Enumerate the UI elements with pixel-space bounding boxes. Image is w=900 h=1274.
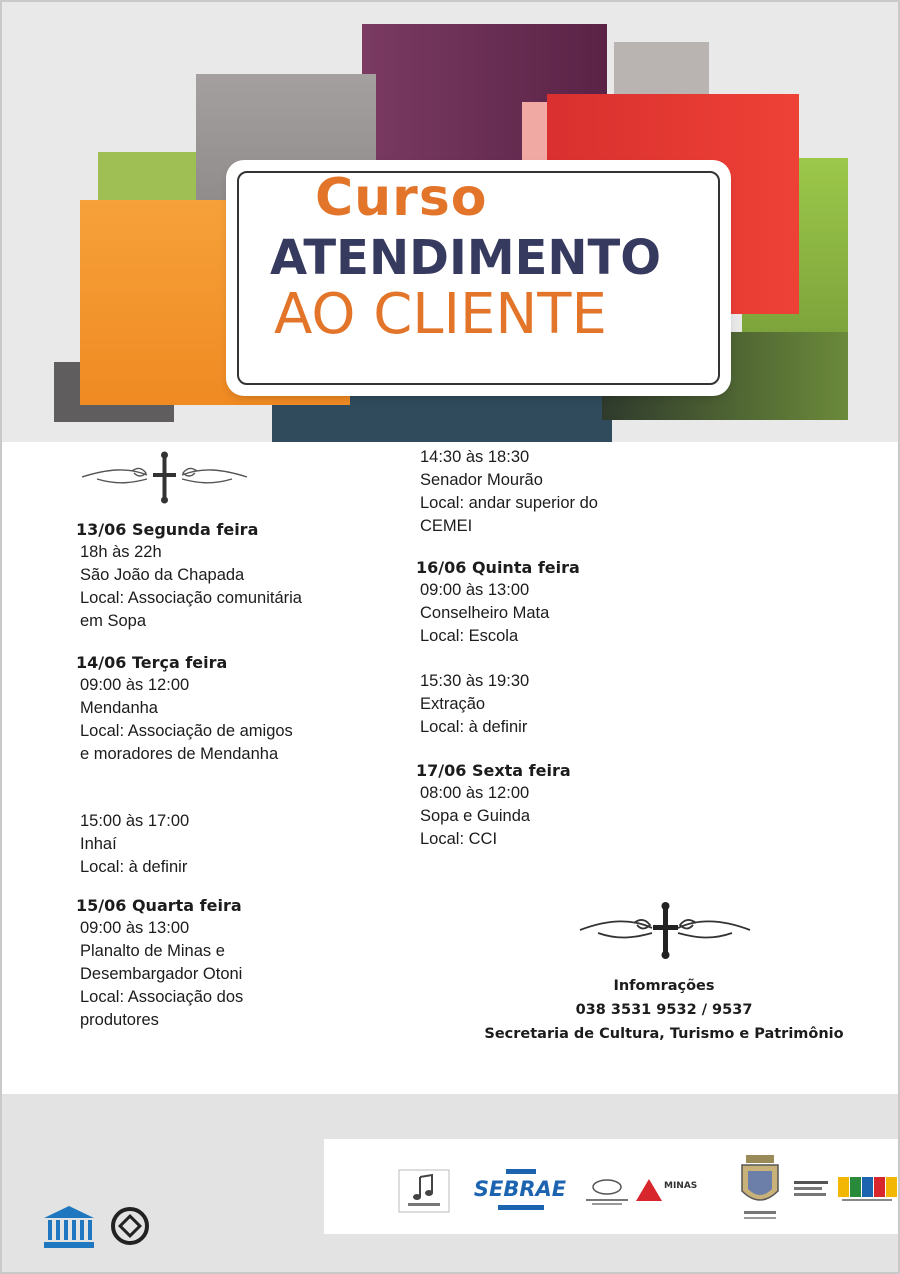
entry-line: CEMEI xyxy=(420,517,473,535)
entry-line: 09:00 às 13:00 xyxy=(420,581,530,599)
footer xyxy=(2,1094,898,1272)
ornament-divider-left xyxy=(77,449,252,505)
entry-line: Local: Associação de amigos xyxy=(80,722,293,740)
institute-logo xyxy=(582,1173,632,1209)
entry-line: 14:30 às 18:30 xyxy=(420,448,530,466)
entry-line: Extração xyxy=(420,695,486,713)
entry-line: Local: Associação comunitária xyxy=(80,589,302,607)
brasil-logo xyxy=(836,1171,898,1207)
entry-date: 13/06 Segunda feira xyxy=(76,520,259,539)
entry-line: Desembargador Otoni xyxy=(80,965,243,983)
entry-date: 16/06 Quinta feira xyxy=(416,558,580,577)
entry-line: em Sopa xyxy=(80,612,147,630)
entry-line: Mendanha xyxy=(80,699,158,717)
entry-line: 18h às 22h xyxy=(80,543,162,561)
schedule-entry xyxy=(416,446,598,538)
title-card xyxy=(230,164,727,392)
schedule-entry xyxy=(416,670,598,739)
sebrae-logo xyxy=(470,1165,570,1215)
schedule-entry xyxy=(416,556,598,648)
entry-date: 15/06 Quarta feira xyxy=(76,896,242,915)
entry-line: Planalto de Minas e xyxy=(80,942,225,960)
entry-date: 14/06 Terça feira xyxy=(76,653,228,672)
contact-info xyxy=(442,974,886,1046)
entry-line: Local: CCI xyxy=(420,830,498,848)
coat-of-arms-logo xyxy=(736,1153,784,1223)
entry-line: 09:00 às 12:00 xyxy=(80,676,190,694)
info-label: Infomrações xyxy=(613,978,715,994)
entry-line: Inhaí xyxy=(80,835,117,853)
schedule-entry xyxy=(76,518,302,633)
ministry-logo xyxy=(792,1177,830,1201)
entry-line: e moradores de Mendanha xyxy=(80,745,279,763)
music-note-logo xyxy=(398,1169,450,1213)
entry-line: 15:00 às 17:00 xyxy=(80,812,190,830)
entry-line: produtores xyxy=(80,1011,159,1029)
entry-line: Sopa e Guinda xyxy=(420,807,531,825)
title-ao-cliente: AO CLIENTE xyxy=(274,282,607,347)
schedule-entry xyxy=(76,810,302,879)
entry-line: Conselheiro Mata xyxy=(420,604,550,622)
header-banner xyxy=(2,2,898,442)
world-heritage-logo xyxy=(110,1206,150,1246)
minas-label: MINAS xyxy=(664,1181,698,1191)
entry-date: 17/06 Sexta feira xyxy=(416,761,571,780)
entry-line: Local: Associação dos xyxy=(80,988,244,1006)
minas-gerais-logo xyxy=(634,1173,700,1207)
block-green-left xyxy=(98,152,208,207)
entry-line: Local: andar superior do xyxy=(420,494,598,512)
entry-line: 09:00 às 13:00 xyxy=(80,919,190,937)
info-phone: 038 3531 9532 / 9537 xyxy=(575,1002,753,1018)
schedule-entry xyxy=(76,651,302,766)
schedule-left-column xyxy=(76,518,302,1032)
entry-line: Local: Escola xyxy=(420,627,519,645)
entry-line: Local: à definir xyxy=(80,858,188,876)
ornament-divider-right xyxy=(576,900,754,960)
entry-line: Local: à definir xyxy=(420,718,528,736)
triangle-icon xyxy=(634,1177,664,1203)
unesco-logo xyxy=(42,1204,96,1250)
entry-line: 08:00 às 12:00 xyxy=(420,784,530,802)
entry-line: 15:30 às 19:30 xyxy=(420,672,530,690)
title-atendimento: ATENDIMENTO xyxy=(270,230,662,286)
schedule-right-column xyxy=(416,446,598,851)
entry-line: São João da Chapada xyxy=(80,566,245,584)
entry-line: Senador Mourão xyxy=(420,471,543,489)
title-curso: Curso xyxy=(315,168,488,228)
sebrae-label: SEBRAE xyxy=(473,1177,567,1201)
info-department: Secretaria de Cultura, Turismo e Patrimônio xyxy=(484,1026,844,1042)
sponsor-logo-strip xyxy=(324,1139,898,1234)
schedule-entry xyxy=(416,759,598,851)
schedule-entry xyxy=(76,894,302,1032)
